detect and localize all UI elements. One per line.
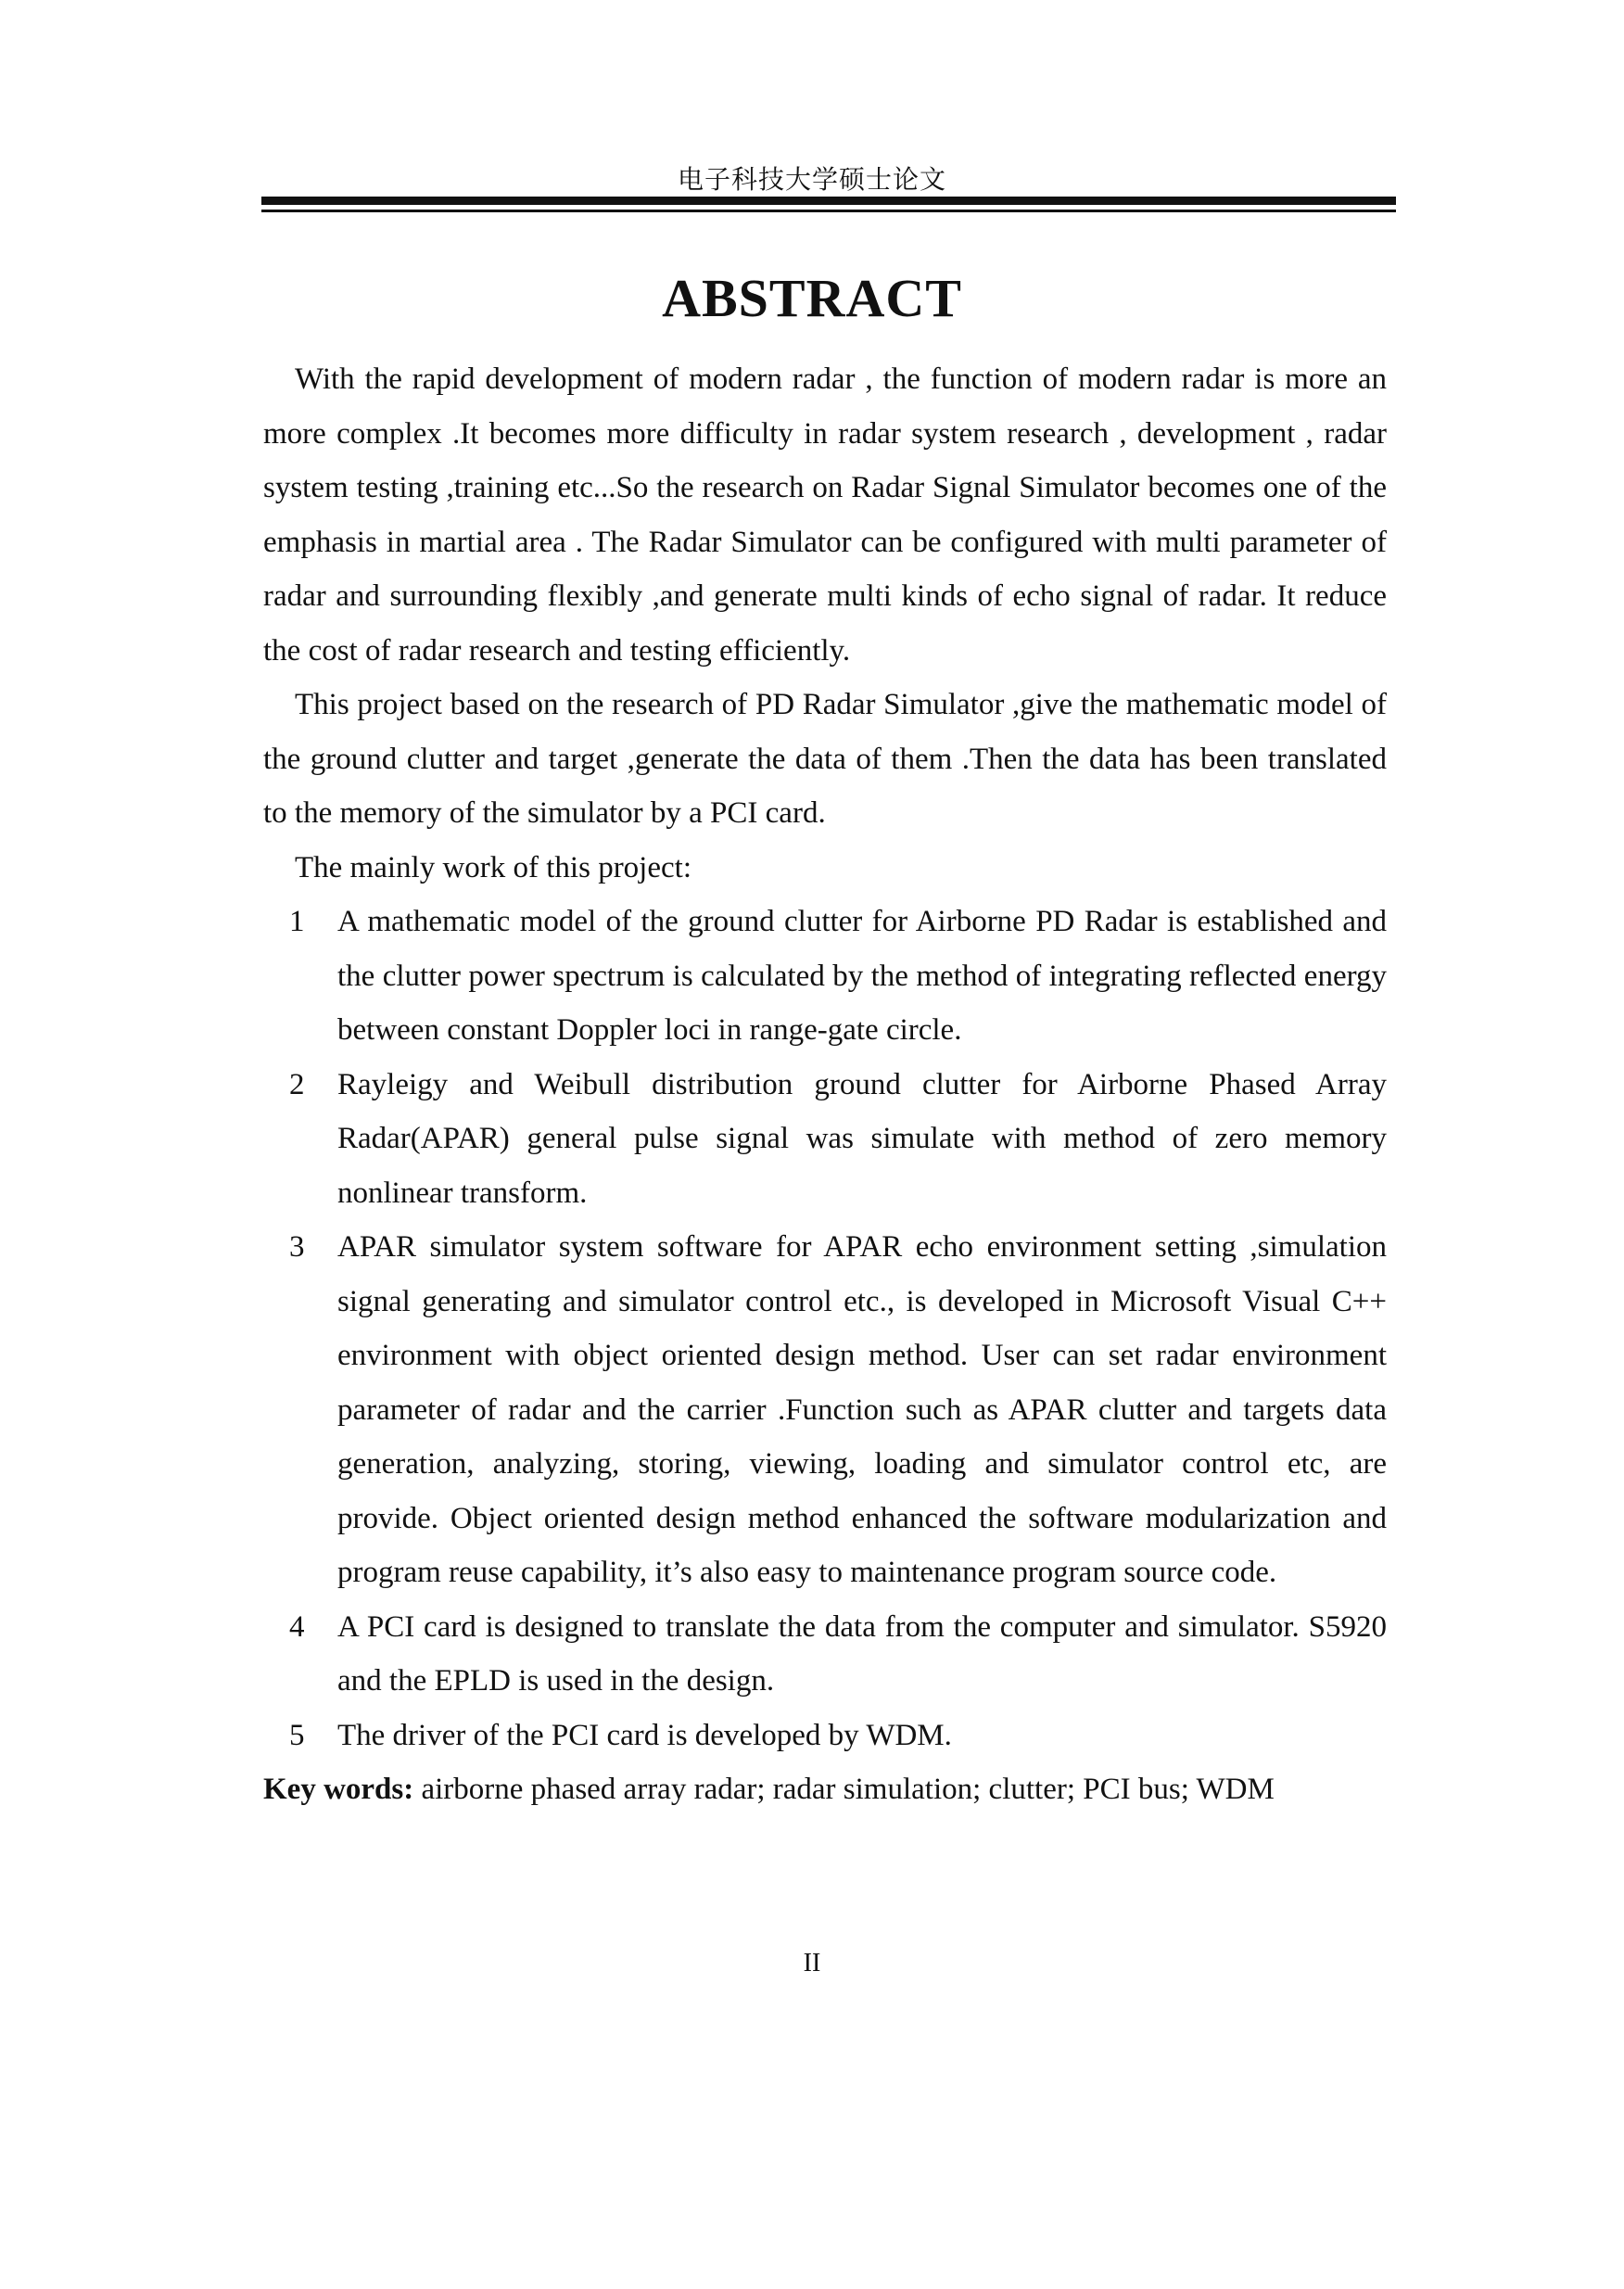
abstract-paragraph-1: With the rapid development of modern radar , the function of modern radar is more an more complex .It becomes more difficulty in radar system research , development , radar system testing ,training etc...So the research on Radar Signal Simulator becomes one of the emphasis in martial area . The Radar Simulator can be configured with multi parameter of radar and surrounding flexibly ,and generate multi kinds of echo signal of radar. It reduce the cost of radar research and testing efficiently. bbox=[263, 362, 1387, 668]
list-item-number: 4 bbox=[289, 1609, 305, 1644]
running-header: 电子科技大学硕士论文 bbox=[677, 164, 946, 195]
work-list bbox=[263, 895, 1387, 1762]
abstract-body bbox=[263, 352, 1387, 1817]
list-item-number: 5 bbox=[289, 1718, 305, 1752]
list-item-text: Rayleigy and Weibull distribution ground clutter for Airborne Phased Array Radar(APAR) general pulse signal was simulate with method of zero memory nonlinear transform. bbox=[337, 1067, 1387, 1210]
list-item-text: APAR simulator system software for APAR echo environment setting ,simulation signal generating and simulator control etc., is developed in Microsoft Visual C++ environment with object oriented design method. User can set radar environment parameter of radar and the carrier .Function such as APAR clutter and targets data generation, analyzing, storing, viewing, loading and simulator control etc, are provide. Object oriented design method enhanced the software modularization and program reuse capability, it’s also easy to maintenance program source code. bbox=[337, 1230, 1387, 1589]
abstract-paragraph-2: This project based on the research of PD Radar Simulator ,give the mathematic model of the ground clutter and target ,generate the data of them .Then the data has been translated to the memory of the simulator by a PCI card. bbox=[263, 688, 1387, 830]
abstract-title: ABSTRACT bbox=[662, 268, 962, 328]
keywords-line bbox=[263, 1762, 1387, 1817]
list-item bbox=[263, 1709, 1387, 1763]
list-item-number: 1 bbox=[289, 905, 305, 938]
abstract-paragraph-3: The mainly work of this project: bbox=[295, 850, 691, 884]
list-item-text: A mathematic model of the ground clutter for Airborne PD Radar is established and the clutter power spectrum is calculated by the method of integrating reflected energy between constant Doppler loci in range-gate circle. bbox=[337, 905, 1387, 1047]
list-item bbox=[263, 1600, 1387, 1709]
header-rule-thin bbox=[261, 210, 1396, 212]
header-rule-thick bbox=[261, 197, 1396, 205]
keywords-label: Key words: bbox=[263, 1773, 414, 1806]
list-item bbox=[263, 895, 1387, 1058]
list-item bbox=[263, 1058, 1387, 1221]
list-item-number: 3 bbox=[289, 1230, 305, 1264]
keywords-text: airborne phased array radar; radar simulation; clutter; PCI bus; WDM bbox=[413, 1773, 1275, 1806]
list-item-number: 2 bbox=[289, 1067, 305, 1101]
list-item-text: The driver of the PCI card is developed by WDM. bbox=[337, 1718, 952, 1752]
page-number: II bbox=[803, 1949, 821, 1977]
list-item-text: A PCI card is designed to translate the data from the computer and simulator. S5920 and the EPLD is used in the design. bbox=[337, 1609, 1387, 1698]
list-item bbox=[263, 1220, 1387, 1600]
